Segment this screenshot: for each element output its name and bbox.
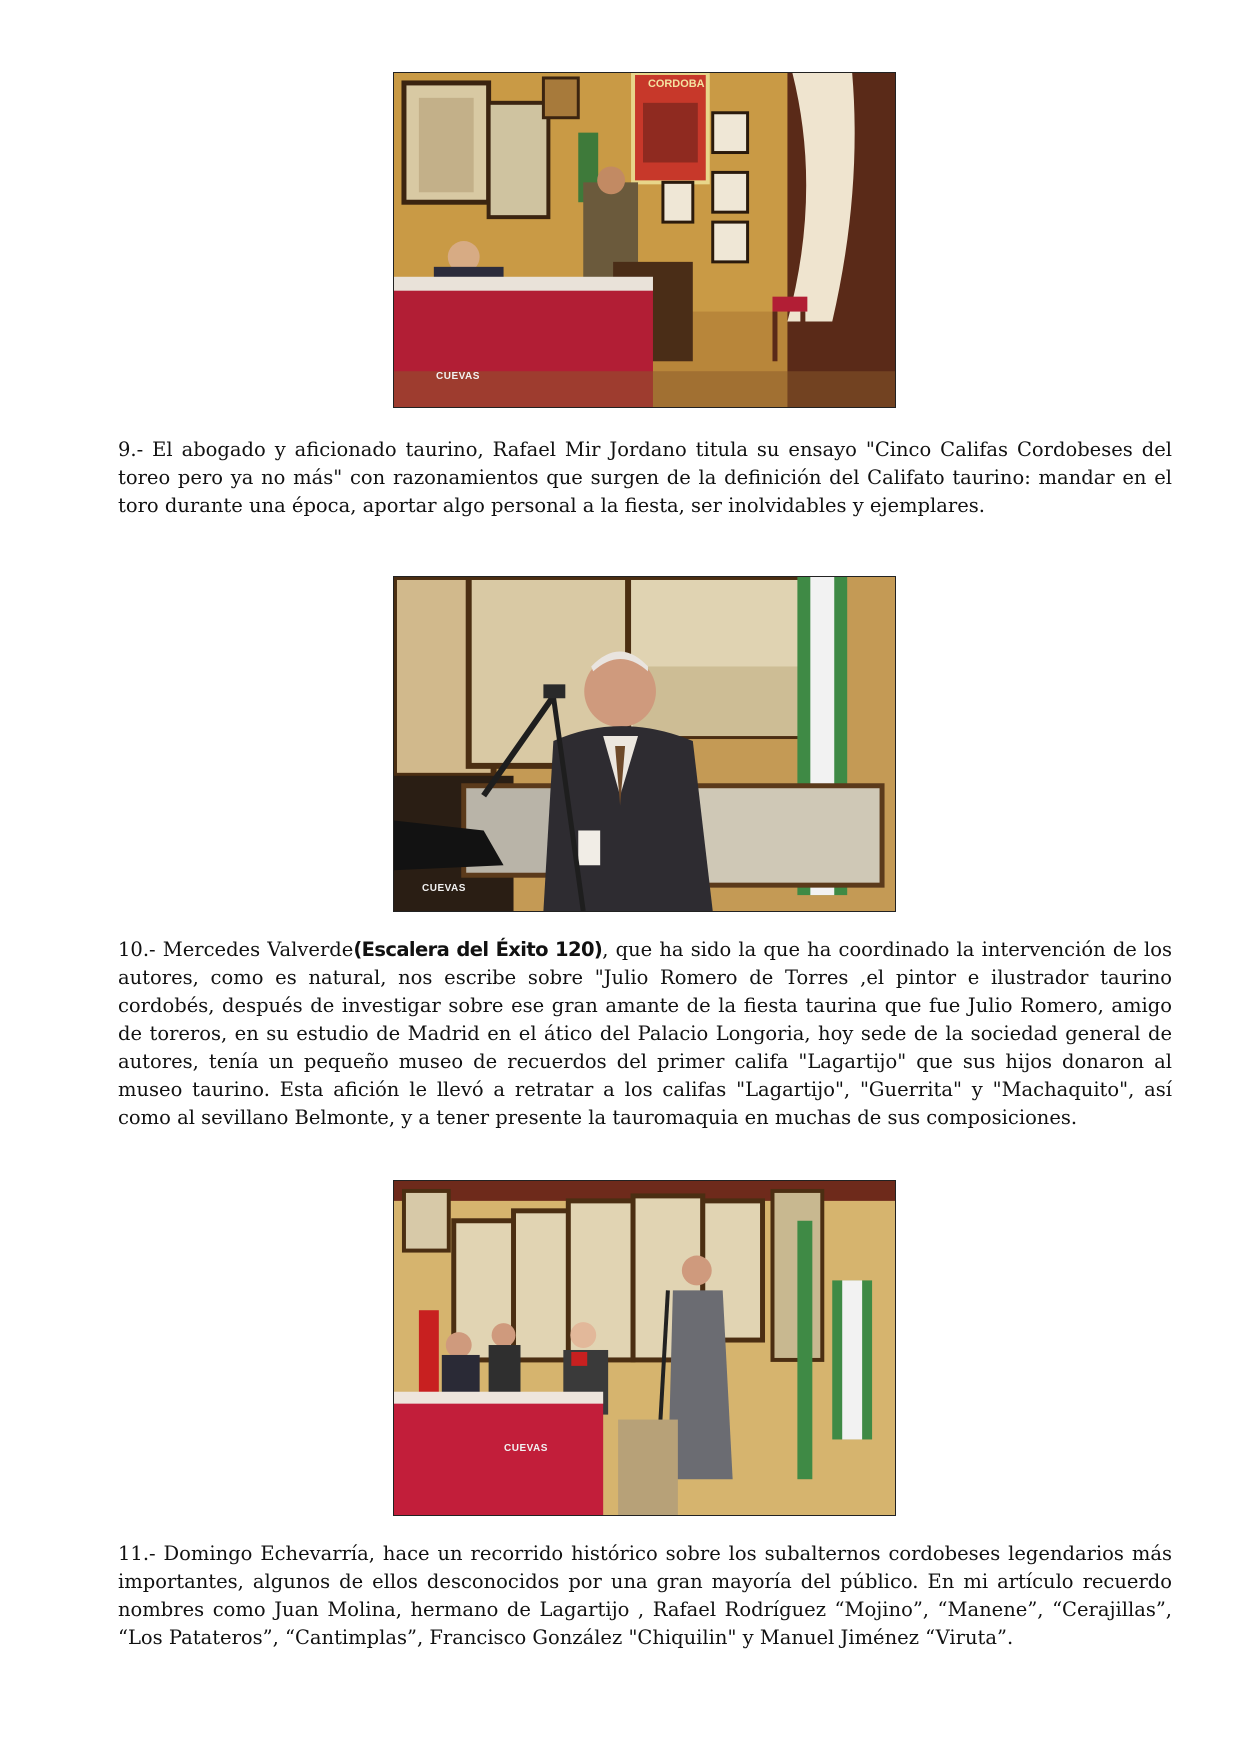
paragraph-10-reference: (Escalera del Éxito 120)	[353, 938, 603, 961]
photo-credit: CUEVAS	[436, 371, 480, 382]
photo-microphone-speaker-image	[394, 577, 895, 911]
photo-credit: CUEVAS	[422, 883, 466, 894]
paragraph-10	[118, 936, 1172, 1132]
photo-microphone-speaker	[393, 576, 896, 912]
paragraph-10-body: , que ha sido la que ha coordinado la intervención de los autores, como es natural, nos escribe sobre "Julio Romero de Torres ,el pintor e ilustrador taurino cordobés, después de investigar sobre ese gran amante de la fiesta taurina que fue Julio Romero, amigo de toreros, en su estudio de Madrid en el ático del Palacio Longoria, hoy sede de la sociedad general de autores, tenía un pequeño museo de recuerdos del primer califa "Lagartijo" que sus hijos donaron al museo taurino. Esta afición le llevó a retratar a los califas "Lagartijo", "Guerrita" y "Machaquito", así como al sevillano Belmonte, y a tener presente la tauromaquia en muchas de sus composiciones.	[118, 938, 1172, 1129]
photo-panel-table-image	[394, 1181, 895, 1515]
paragraph-9: 9.- El abogado y aficionado taurino, Rafael Mir Jordano titula su ensayo "Cinco Califas Cordobeses del toreo pero ya no más" con razonamientos que surgen de la definición del Califato taurino: mandar en el toro durante una época, aportar algo personal a la fiesta, ser inolvidables y ejemplares.	[118, 438, 1172, 517]
photo-panel-table	[393, 1180, 896, 1516]
svg-text:CORDOBA: CORDOBA	[647, 77, 705, 90]
photo-credit: CUEVAS	[504, 1443, 548, 1454]
paragraph-10-lead: 10.- Mercedes Valverde	[118, 938, 354, 961]
photo-lectern-speaker-image	[394, 73, 895, 407]
paragraph-11: 11.- Domingo Echevarría, hace un recorrido histórico sobre los subalternos cordobeses legendarios más importantes, algunos de ellos desconocidos por una gran mayoría del público. En mi artículo recuerdo nombres como Juan Molina, hermano de Lagartijo , Rafael Rodríguez “Mojino”, “Manene”, “Cerajillas”, “Los Patateros”, “Cantimplas”, Francisco González "Chiquilin" y Manuel Jiménez “Viruta”.	[118, 1542, 1172, 1649]
photo-lectern-speaker	[393, 72, 896, 408]
